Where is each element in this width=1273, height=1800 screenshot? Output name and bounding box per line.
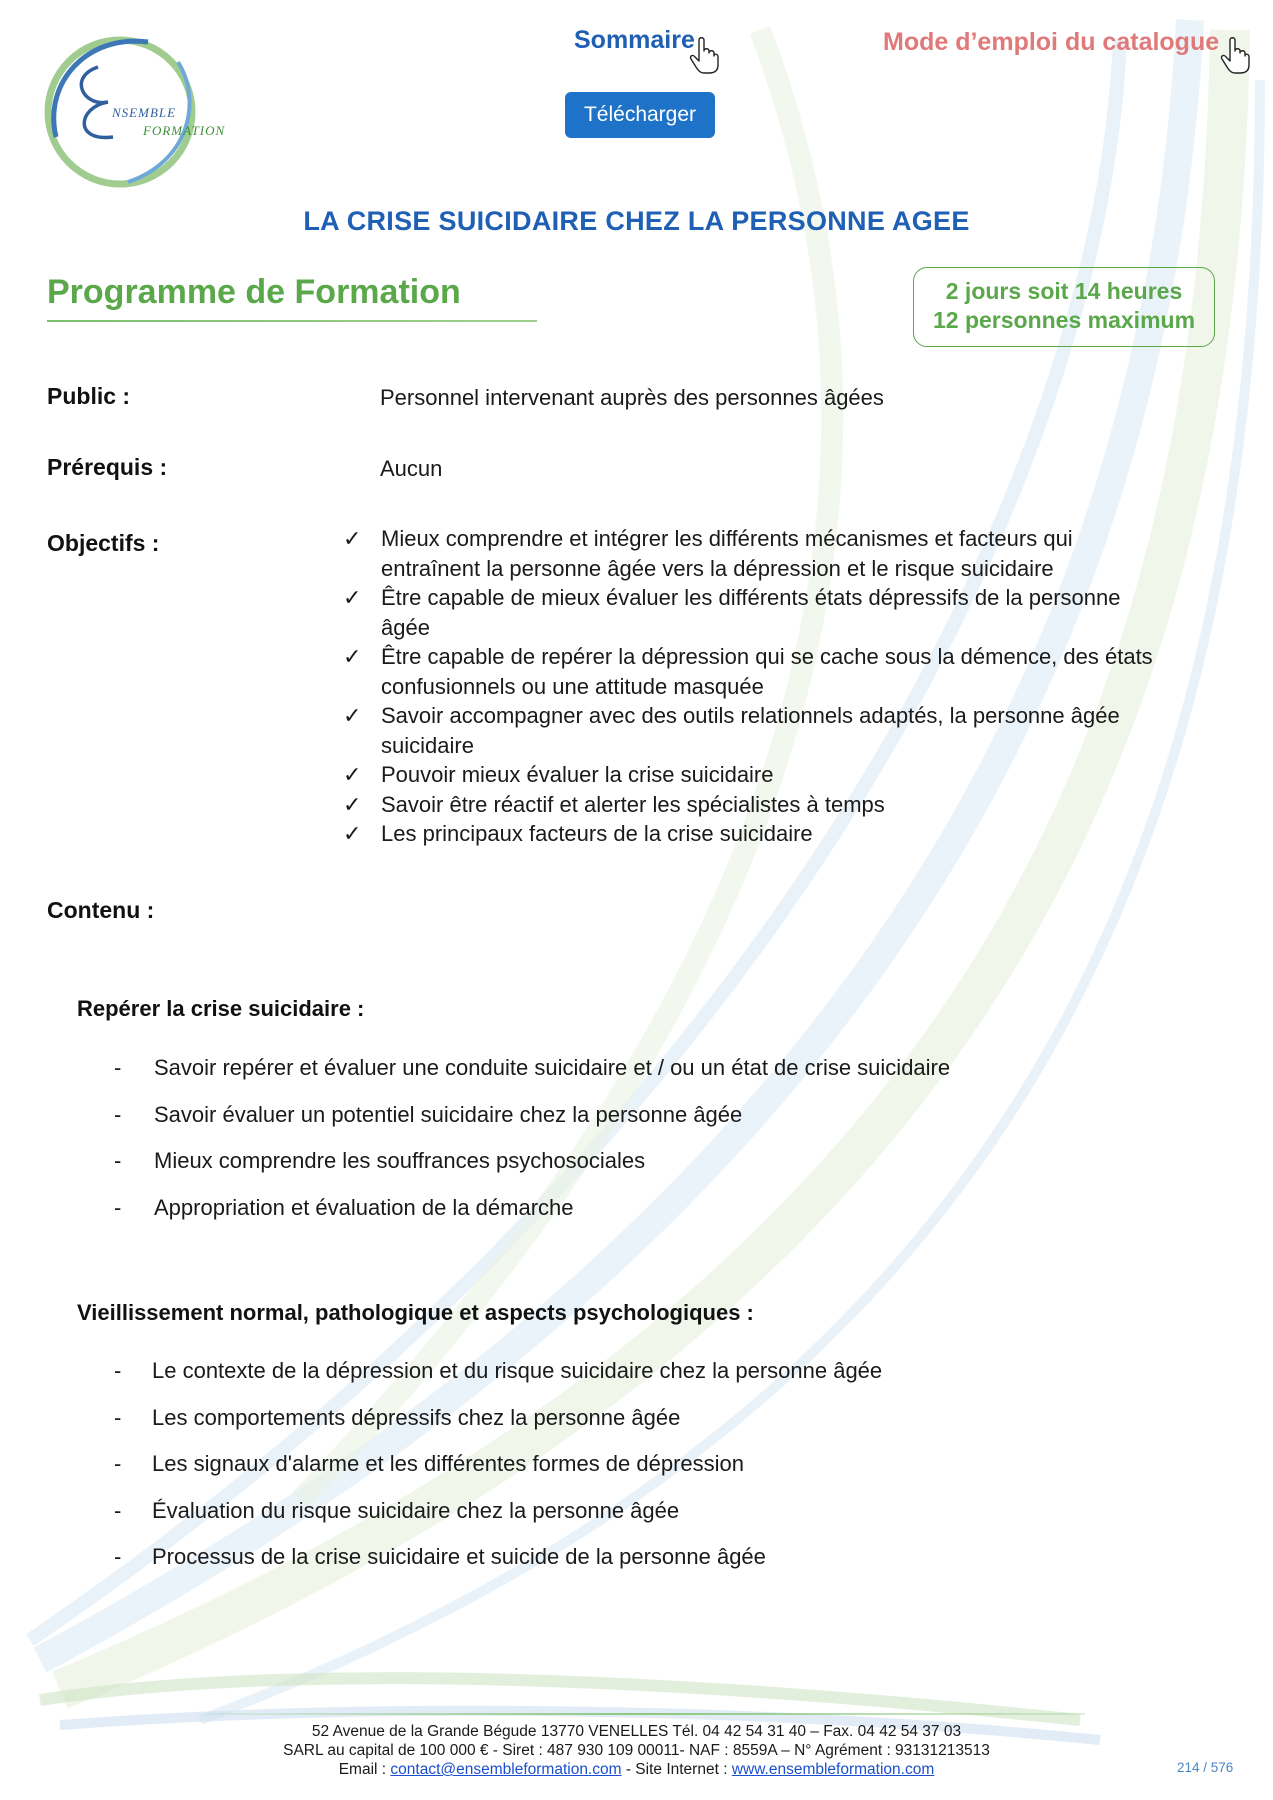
footer-divider — [205, 1713, 1085, 1715]
list-item: ✓ Savoir être réactif et alerter les spécialistes à temps — [340, 790, 1220, 820]
list-item: ✓ Être capable de mieux évaluer les différents états dépressifs de la personne âgée — [343, 585, 1121, 640]
prerequis-value: Aucun — [380, 456, 443, 481]
list-item: - Processus de la crise suicidaire et suicide de la personne âgée — [114, 1544, 766, 1569]
check-icon: ✓ — [343, 791, 362, 817]
program-heading: Programme de Formation — [47, 273, 461, 311]
mode-emploi-link[interactable]: Mode d’emploi du catalogue — [883, 28, 1220, 56]
check-icon: ✓ — [343, 703, 362, 728]
duration-capacity: 12 personnes maximum — [932, 307, 1196, 333]
hand-pointer-icon — [689, 36, 719, 74]
check-icon: ✓ — [343, 644, 362, 669]
list-item: - Appropriation et évaluation de la démarche — [114, 1194, 574, 1220]
list-item: - Les signaux d'alarme et les différentes formes de dépression — [114, 1451, 745, 1476]
list-item: ✓ Les principaux facteurs de la crise suicidaire — [340, 819, 1220, 849]
website-link[interactable]: www.ensembleformation.com — [731, 1761, 935, 1778]
objectifs-label: Objectifs : — [47, 530, 160, 556]
page-number: 214 / 576 — [1177, 1760, 1234, 1775]
list-item: - Savoir repérer et évaluer une conduite suicidaire et / ou un état de crise suicidaire — [114, 1055, 951, 1080]
section-heading: Vieillissement normal, pathologique et aspects psychologiques : — [77, 1300, 754, 1325]
logo-text-line2: FORMATION — [143, 123, 226, 138]
ensemble-formation-logo — [28, 22, 238, 197]
section2-list — [114, 1356, 1114, 1589]
prerequis-label: Prérequis : — [47, 454, 168, 480]
heading-underline — [47, 320, 537, 322]
list-item: - Le contexte de la dépression et du risque suicidaire chez la personne âgée — [114, 1358, 883, 1383]
document-title: LA CRISE SUICIDAIRE CHEZ LA PERSONNE AGEE — [303, 206, 970, 236]
list-item: - Savoir évaluer un potentiel suicidaire chez la personne âgée — [114, 1101, 743, 1127]
section1-list — [114, 1053, 1114, 1239]
section-heading: Repérer la crise suicidaire : — [77, 996, 365, 1021]
hand-pointer-icon — [1220, 36, 1250, 74]
email-link[interactable]: contact@ensembleformation.com — [390, 1761, 622, 1778]
check-icon: ✓ — [343, 526, 362, 551]
duration-box — [913, 267, 1215, 347]
download-button[interactable]: Télécharger — [565, 92, 715, 138]
public-value: Personnel intervenant auprès des personnes âgées — [380, 385, 884, 410]
list-item: ✓ Savoir accompagner avec des outils relationnels adaptés, la personne âgée suicidaire — [343, 703, 1120, 758]
list-item: ✓ Pouvoir mieux évaluer la crise suicidaire — [340, 760, 1220, 790]
public-label: Public : — [47, 383, 131, 409]
footer-legal: SARL au capital de 100 000 € - Siret : 487 930 109 00011- NAF : 8559A – N° Agrément : 93131213513 — [283, 1742, 990, 1759]
list-item: - Mieux comprendre les souffrances psychosociales — [114, 1148, 646, 1173]
footer-contact: Email : contact@ensembleformation.com - Site Internet : www.ensembleformation.com — [338, 1761, 935, 1778]
footer-address: 52 Avenue de la Grande Bégude 13770 VENELLES Tél. 04 42 54 31 40 – Fax. 04 42 54 37 03 — [311, 1723, 962, 1740]
list-item: ✓ Mieux comprendre et intégrer les différents mécanismes et facteurs qui entraînent la personne âgée vers la dépression et le risque suicidaire — [343, 526, 1073, 581]
duration-days: 2 jours soit 14 heures — [945, 278, 1183, 304]
check-icon: ✓ — [343, 585, 362, 610]
footer — [0, 1722, 1273, 1779]
contenu-label: Contenu : — [47, 897, 155, 923]
logo-text-line1: NSEMBLE — [112, 105, 177, 120]
check-icon: ✓ — [343, 762, 362, 787]
check-icon: ✓ — [343, 821, 362, 846]
list-item: - Les comportements dépressifs chez la personne âgée — [114, 1404, 681, 1430]
list-item: - Évaluation du risque suicidaire chez la personne âgée — [114, 1497, 680, 1523]
objectives-list — [340, 524, 1220, 849]
sommaire-link[interactable]: Sommaire — [574, 26, 695, 54]
list-item: ✓ Être capable de repérer la dépression qui se cache sous la démence, des états confusionnels ou une attitude masquée — [343, 644, 1153, 699]
